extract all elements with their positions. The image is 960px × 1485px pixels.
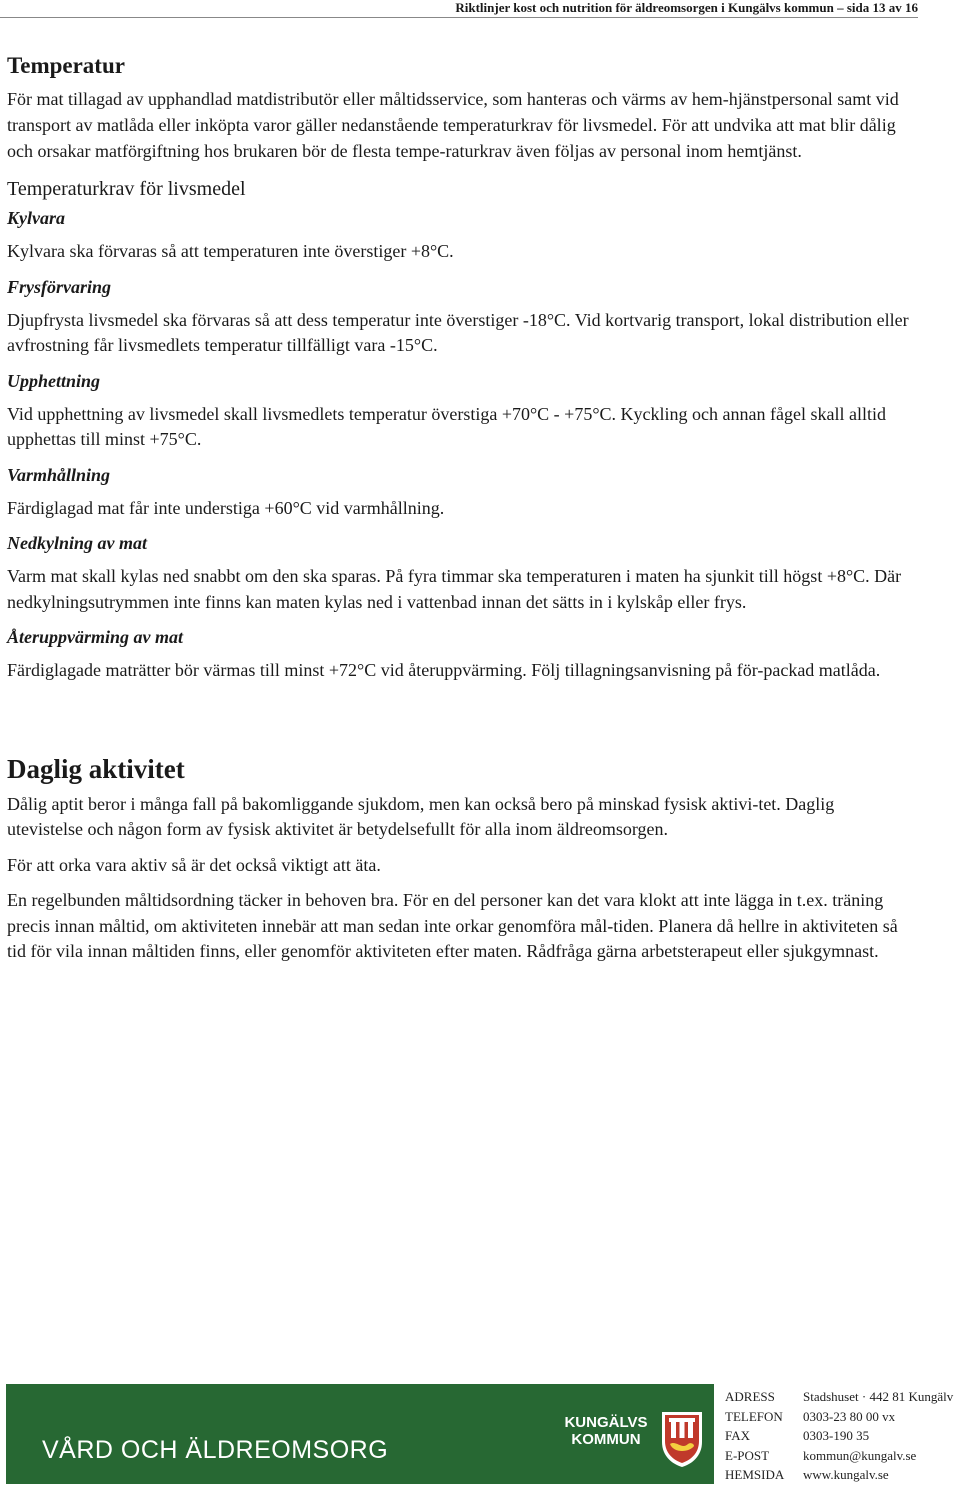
contact-value: www.kungalv.se [803, 1467, 889, 1482]
item-title-varmhallning: Varmhållning [7, 464, 111, 485]
contact-value: kommun@kungalv.se [803, 1447, 917, 1463]
item-text-varmhallning: Färdiglagad mat får inte understiga +60°C vid varmhållning. [7, 497, 445, 518]
page-content [7, 52, 912, 975]
aktivitet-paragraph: En regelbunden måltidsordning täcker in behoven bra. För en del personer kan det vara klokt att inte lägga in t.ex. träning precis innan måltid, om aktiviteten innebär att man sedan inte orkar genomföra mål-tiden. Planera då hellre in aktiviteten så tid för vila innan måltiden finns, eller genomför aktiviteten efter maten. Rådfråga gärna arbetsterapeut eller sjukgymnast. [7, 890, 898, 961]
aktivitet-paragraph: Dålig aptit beror i många fall på bakomliggande sjukdom, men kan också bero på minskad fysisk aktivi-tet. Daglig utevistelse och någon form av fysisk aktivitet är betydelsefullt för alla inom äldreomsorgen. [7, 793, 835, 839]
item-title-nedkylning: Nedkylning av mat [7, 533, 147, 553]
logo-wordmark [556, 1414, 656, 1448]
contact-label: ADRESS [725, 1389, 775, 1404]
contact-value: 0303-23 80 00 vx [803, 1408, 896, 1424]
running-header: Riktlinjer kost och nutrition för äldreomsorgen i Kungälvs kommun – sida 13 av 16 [455, 0, 918, 15]
item-title-frysforvaring: Frysförvaring [7, 276, 112, 297]
footer-band [6, 1384, 714, 1484]
contact-label: TELEFON [725, 1408, 783, 1424]
contact-label: FAX [725, 1428, 751, 1443]
contact-row [725, 1407, 960, 1427]
contact-value: Stadshuset · 442 81 Kungälv [803, 1389, 954, 1404]
item-title-ateruppvarming: Återuppvärming av mat [7, 627, 184, 647]
header-rule [0, 17, 918, 18]
subheading-temperaturkrav: Temperaturkrav för livsmedel [7, 178, 246, 200]
item-text-frysforvaring: Djupfrysta livsmedel ska förvaras så att dess temperatur inte överstiger -18°C. Vid kortvarig transport, lokal distribution eller avfrostning får livsmedlets temperatur tillfälligt vara -15°C. [7, 309, 909, 355]
logo-line-1: KUNGÄLVS [564, 1414, 648, 1431]
contact-block [725, 1387, 960, 1485]
contact-row [725, 1387, 960, 1407]
section-heading-aktivitet: Daglig aktivitet [7, 753, 185, 784]
contact-row [725, 1446, 960, 1466]
page-footer [6, 1384, 960, 1484]
temperatur-intro: För mat tillagad av upphandlad matdistributör eller måltidsservice, som hanteras och värms av hem-hjänstpersonal samt vid transport av matlåda eller inköpta varor gäller nedanstående temperaturkrav för livsmedel. För att undvika att mat blir dålig och orsakar matförgiftning hos brukaren bör de flesta tempe-raturkrav även följas av personal inom hemtjänst. [7, 89, 899, 161]
logo-line-2: KOMMUN [571, 1431, 641, 1448]
coat-of-arms-icon [660, 1408, 704, 1468]
municipality-logo [556, 1408, 706, 1470]
item-text-ateruppvarming: Färdiglagade maträtter bör värmas till minst +72°C vid återuppvärming. Följ tillagningsanvisning på för-packad matlåda. [7, 660, 881, 680]
department-name: VÅRD OCH ÄLDREOMSORG [42, 1436, 389, 1464]
item-title-kylvara: Kylvara [7, 208, 65, 228]
section-heading-temperatur: Temperatur [7, 53, 125, 78]
aktivitet-paragraph: För att orka vara aktiv så är det också viktigt att äta. [7, 854, 381, 875]
item-text-nedkylning: Varm mat skall kylas ned snabbt om den ska sparas. På fyra timmar ska temperaturen i maten ha sjunkit till högst +8°C. Där nedkylningsutrymmen inte finns kan maten kylas ned i vattenbad innan det sätts in i kylskåp eller frys. [7, 566, 902, 612]
item-text-upphettning: Vid upphettning av livsmedel skall livsmedlets temperatur överstiga +70°C - +75°C. Kyckling och annan fågel skall alltid upphettas till minst +75°C. [7, 403, 886, 449]
contact-label: HEMSIDA [725, 1467, 785, 1482]
item-text-kylvara: Kylvara ska förvaras så att temperaturen inte överstiger +8°C. [7, 241, 454, 261]
contact-label: E-POST [725, 1447, 770, 1463]
contact-row [725, 1465, 960, 1485]
contact-value: 0303-190 35 [803, 1428, 870, 1443]
contact-row [725, 1426, 960, 1446]
item-title-upphettning: Upphettning [7, 370, 101, 391]
